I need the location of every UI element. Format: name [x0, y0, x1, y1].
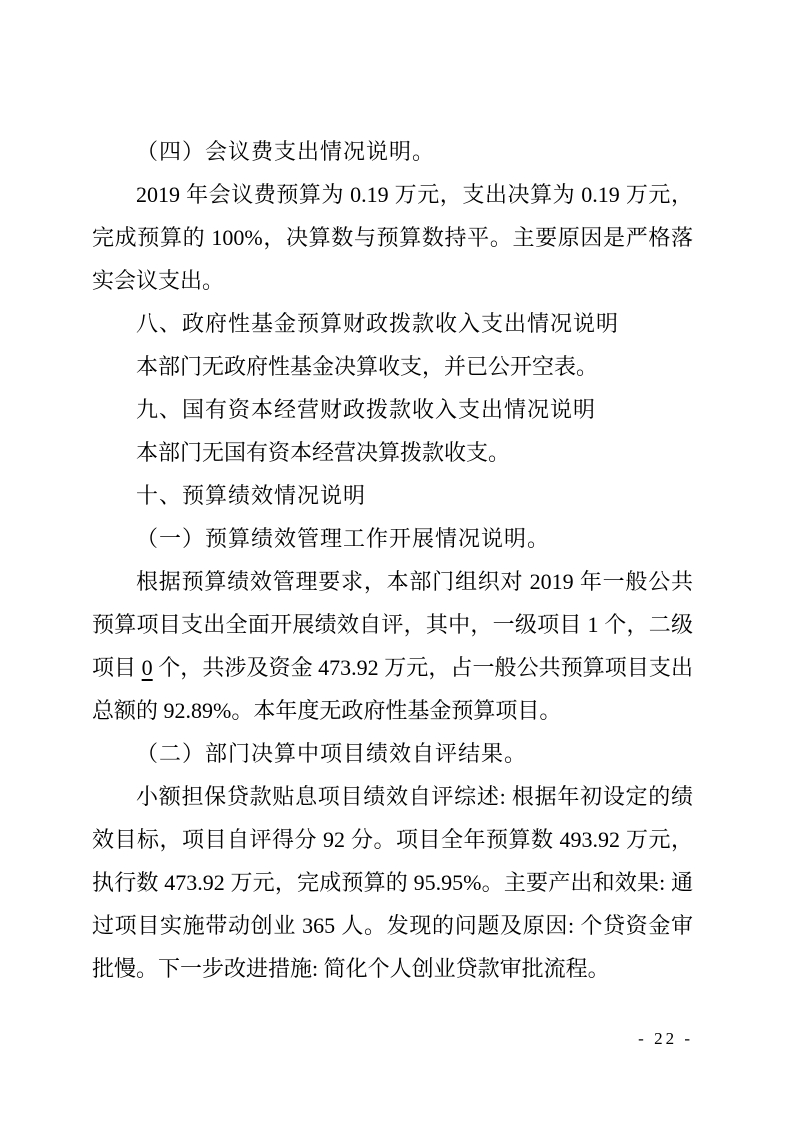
heading-sub-one-performance-mgmt: （一）预算绩效管理工作开展情况说明。 — [136, 526, 551, 551]
underlined-zero-value: 0 — [141, 655, 153, 680]
heading-meeting-fee-section: （四）会议费支出情况说明。 — [136, 139, 436, 164]
heading-section-nine-state-capital: 九、国有资本经营财政拨款收入支出情况说明 — [136, 397, 597, 422]
para-sub-one-text-before: 根据预算绩效管理要求，本部门组织对 2019 年一般公共预算项目支出全面开展绩效自评，其中，一级项目 1 个，二级项目 — [92, 569, 693, 680]
para-meeting-fee: 2019 年会议费预算为 0.19 万元，支出决算为 0.19 万元，完成预算的 100%，决算数与预算数持平。主要原因是严格落实会议支出。 — [92, 182, 693, 293]
heading-sub-two-self-evaluation: （二）部门决算中项目绩效自评结果。 — [136, 741, 528, 766]
para-section-nine: 本部门无国有资本经营决算拨款收支。 — [136, 440, 511, 465]
heading-section-ten-performance: 十、预算绩效情况说明 — [136, 483, 367, 508]
para-section-eight: 本部门无政府性基金决算收支，并已公开空表。 — [136, 354, 599, 379]
heading-section-eight-gov-fund: 八、政府性基金预算财政拨款收入支出情况说明 — [136, 311, 620, 336]
para-sub-two: 小额担保贷款贴息项目绩效自评综述: 根据年初设定的绩效目标，项目自评得分 92 分。项目全年预算数 493.92 万元，执行数 473.92 万元，完成预算的 95.95%。主要产出和效果: 通过项目实施带动创业 365 人。发现的问题及原因: 个贷资金审批慢。下一步改进措施: 简化个人创业贷款审批流程。 — [92, 784, 693, 981]
page-number: - 22 - — [638, 1029, 693, 1048]
para-sub-one-text-after: 个，共涉及资金 473.92 万元，占一般公共预算项目支出总额的 92.89%。本年度无政府性基金预算项目。 — [92, 655, 693, 723]
para-sub-one — [92, 560, 693, 732]
